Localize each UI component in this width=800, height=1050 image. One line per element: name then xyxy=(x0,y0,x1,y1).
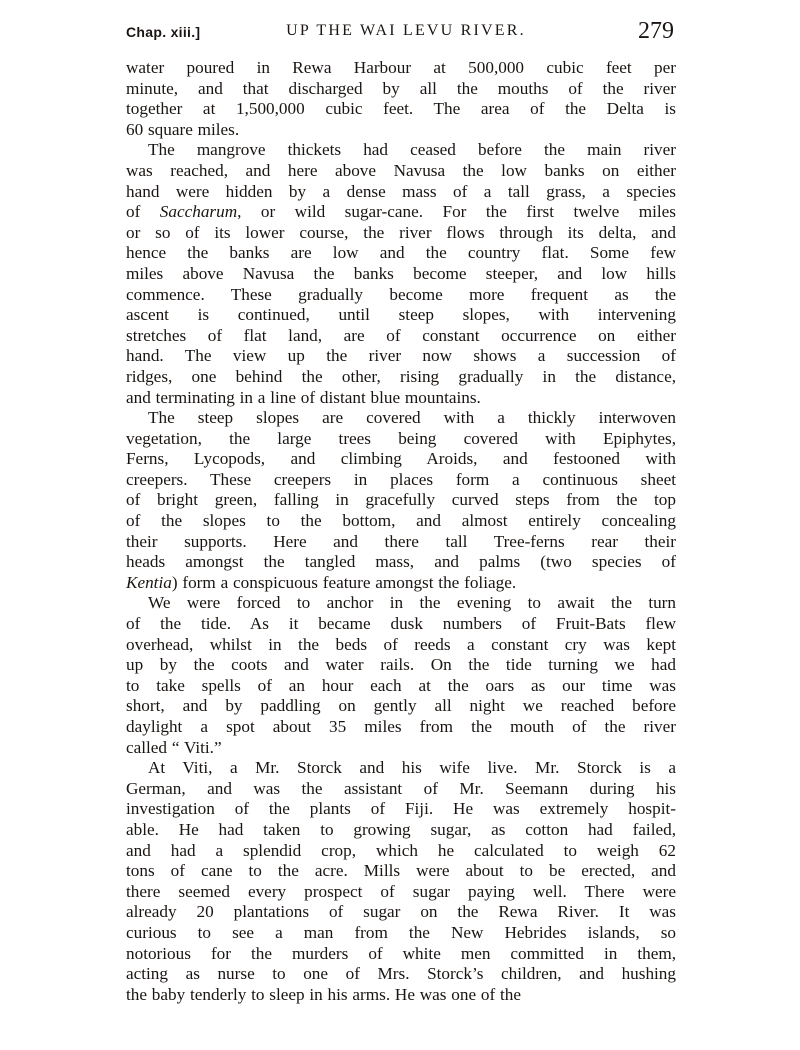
text-line: The steep slopes are covered with a thickly interwoven xyxy=(148,408,676,428)
text-line: daylight a spot about 35 miles from the mouth of the river xyxy=(126,717,676,736)
text-line: German, and was the assistant of Mr. Seemann during his xyxy=(126,778,676,798)
text-line: of the tide. As it became dusk numbers of Fruit-Bats flew xyxy=(126,614,676,634)
text-line: was reached, and here above Navusa the low banks on either xyxy=(126,160,676,180)
text-line: already 20 plantations of sugar on the Rewa River. It was xyxy=(126,902,676,922)
text-line: miles above Navusa the banks become steeper, and low hills xyxy=(126,263,676,283)
text-line xyxy=(126,202,676,223)
text-line: hence the banks are low and the country flat. Some few xyxy=(126,243,676,263)
line-text-after: ) form a conspicuous feature amongst the foliage. xyxy=(171,572,517,592)
running-title: UP THE WAI LEVU RIVER. xyxy=(286,22,526,39)
paragraph xyxy=(126,593,676,758)
body-text xyxy=(126,58,676,1005)
text-line: called “ Viti.” xyxy=(126,737,222,757)
text-line: together at 1,500,000 cubic feet. The area of the Delta is xyxy=(126,99,676,119)
text-line: hand were hidden by a dense mass of a tall grass, a species xyxy=(126,181,676,201)
chapter-label: Chap. xiii.] xyxy=(126,24,201,40)
text-line: hand. The view up the river now shows a succession of xyxy=(126,346,676,366)
line-text-after: , or wild sugar-cane. For the first twelve miles xyxy=(237,202,676,222)
text-line: Ferns, Lycopods, and climbing Aroids, and festooned with xyxy=(126,449,676,469)
text-line: creepers. These creepers in places form a continuous sheet xyxy=(126,469,676,489)
paragraph xyxy=(126,58,676,140)
text-line: stretches of flat land, are of constant occurrence on either xyxy=(126,325,676,345)
text-line: acting as nurse to one of Mrs. Storck’s children, and hushing xyxy=(126,964,676,984)
text-line: curious to see a man from the New Hebrides islands, so xyxy=(126,922,676,942)
book-page xyxy=(126,18,676,1005)
text-line: up by the coots and water rails. On the tide turning we had xyxy=(126,655,676,675)
text-line: and had a splendid crop, which he calculated to weigh 62 xyxy=(126,840,676,860)
text-line: short, and by paddling on gently all night we reached before xyxy=(126,696,676,716)
text-line: notorious for the murders of white men committed in them, xyxy=(126,943,676,963)
text-line: the baby tenderly to sleep in his arms. He was one of the xyxy=(126,984,522,1004)
text-line: minute, and that discharged by all the mouths of the river xyxy=(126,78,676,98)
text-line: and terminating in a line of distant blue mountains. xyxy=(126,387,481,407)
text-line: commence. These gradually become more frequent as the xyxy=(126,284,676,304)
text-line: At Viti, a Mr. Storck and his wife live. Mr. Storck is a xyxy=(148,758,676,778)
text-line: or so of its lower course, the river flows through its delta, and xyxy=(126,222,676,242)
page-number: 279 xyxy=(638,18,674,44)
text-line: of the slopes to the bottom, and almost entirely concealing xyxy=(126,511,676,531)
text-line: to take spells of an hour each at the oars as our time was xyxy=(126,675,676,695)
text-line: tons of cane to the acre. Mills were about to be erected, and xyxy=(126,861,676,881)
running-head xyxy=(126,18,676,46)
paragraph xyxy=(126,408,676,593)
italic-term: Kentia xyxy=(126,572,172,592)
line-text-before: of xyxy=(126,202,160,222)
text-line: ridges, one behind the other, rising gradually in the distance, xyxy=(126,366,676,386)
text-line: overhead, whilst in the beds of reeds a constant cry was kept xyxy=(126,634,676,654)
text-line: ascent is continued, until steep slopes, with intervening xyxy=(126,305,676,325)
text-line: The mangrove thickets had ceased before the main river xyxy=(148,140,676,160)
paragraph xyxy=(126,758,676,1005)
text-line: of bright green, falling in gracefully curved steps from the top xyxy=(126,490,676,510)
italic-term: Saccharum xyxy=(159,202,238,222)
text-line: able. He had taken to growing sugar, as cotton had failed, xyxy=(126,819,676,839)
text-line: investigation of the plants of Fiji. He was extremely hospit- xyxy=(126,799,676,819)
text-line xyxy=(126,573,676,594)
text-line: We were forced to anchor in the evening to await the turn xyxy=(148,593,676,613)
text-line: vegetation, the large trees being covered with Epiphytes, xyxy=(126,428,676,448)
text-line: water poured in Rewa Harbour at 500,000 cubic feet per xyxy=(126,58,676,77)
text-line: 60 square miles. xyxy=(126,119,240,139)
text-line: there seemed every prospect of sugar paying well. There were xyxy=(126,881,676,901)
text-line: their supports. Here and there tall Tree-ferns rear their xyxy=(126,531,676,551)
paragraph xyxy=(126,140,676,408)
text-line: heads amongst the tangled mass, and palms (two species of xyxy=(126,552,676,572)
